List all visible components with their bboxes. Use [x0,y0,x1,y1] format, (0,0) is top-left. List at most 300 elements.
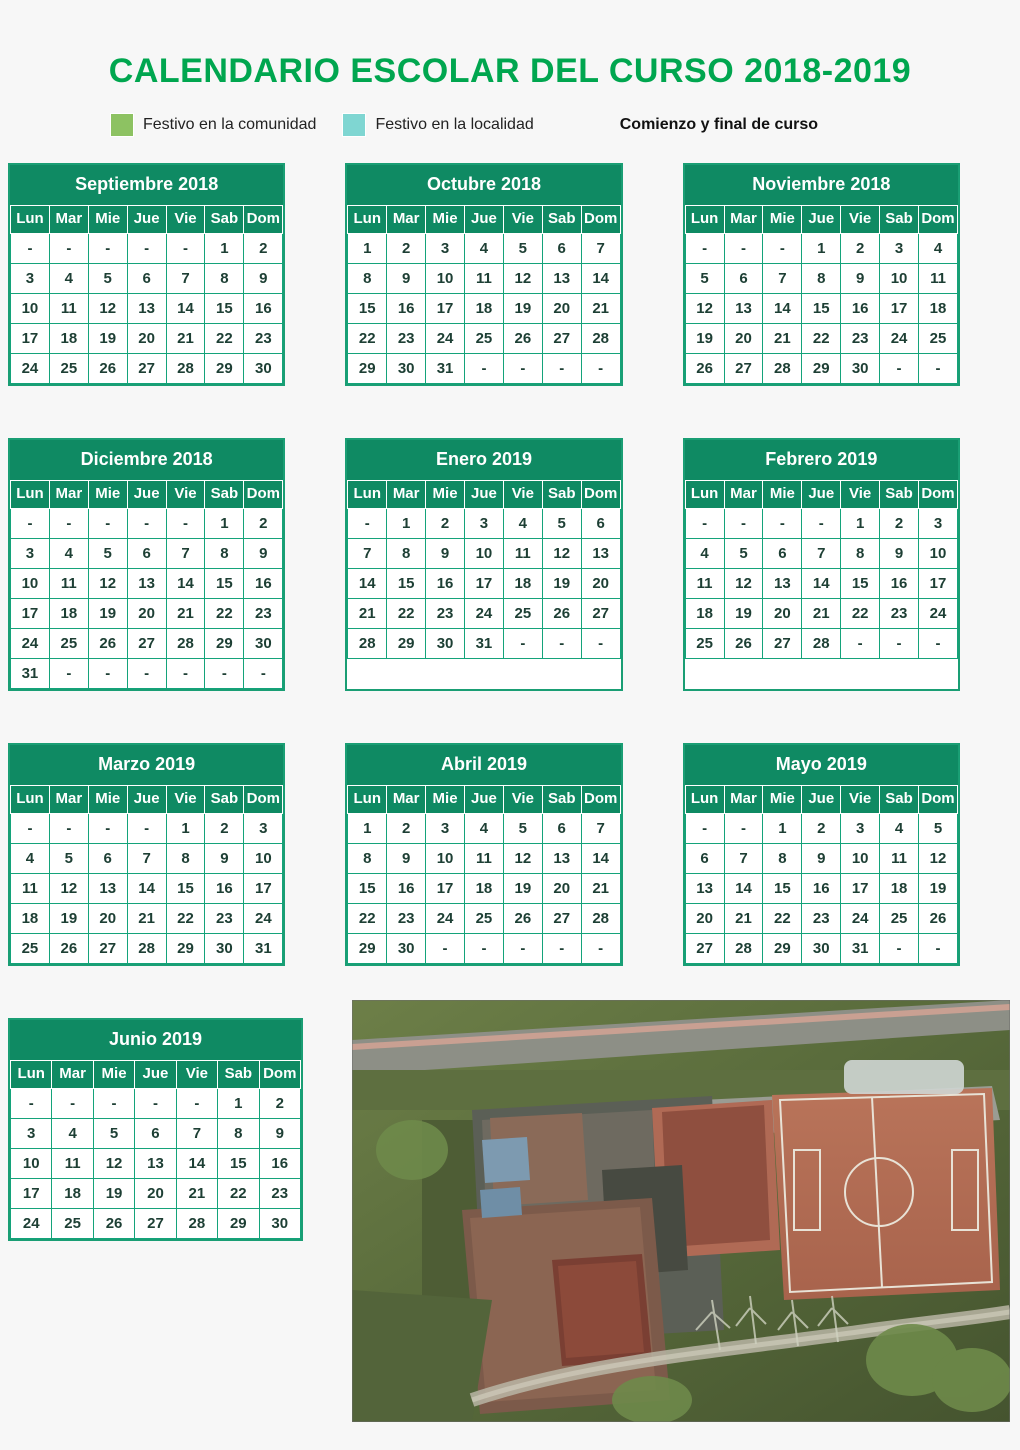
legend-label-community: Festivo en la comunidad [143,116,317,133]
calendar-day-cell: 25 [685,629,724,659]
legend-swatch-community [110,113,134,137]
calendar-day-cell: 3 [11,1119,52,1149]
calendar-day-cell: 28 [724,934,763,964]
calendar-day-cell: 13 [724,294,763,324]
calendar-day-cell: 4 [685,539,724,569]
weekday-header-row [685,481,957,509]
calendar-day-cell: 14 [348,569,387,599]
calendar-day-cell: 11 [503,539,542,569]
calendar-day-cell: 15 [387,569,426,599]
calendar-day-cell: 16 [880,569,919,599]
weekday-header: Vie [841,206,880,234]
calendar-day-cell: 12 [88,294,127,324]
calendar-day-cell: - [919,354,958,384]
calendar-week-row [685,934,957,964]
calendar-day-cell: 6 [127,264,166,294]
calendar-day-cell: 25 [465,324,504,354]
calendar-day-cell: 3 [880,234,919,264]
weekday-header: Jue [127,786,166,814]
calendar-table [685,785,958,964]
calendar-week-row [348,814,620,844]
calendar-day-cell: 22 [166,904,205,934]
calendar-day-cell: 1 [802,234,841,264]
calendar-day-cell: 18 [465,874,504,904]
calendar-day-cell: 20 [581,569,620,599]
weekday-header: Mie [426,206,465,234]
calendar-day-cell: 22 [387,599,426,629]
calendar-day-cell: 17 [244,874,283,904]
calendar-day-cell: 4 [465,234,504,264]
calendar-week-row [11,539,283,569]
weekday-header: Lun [11,481,50,509]
calendar-day-cell: 24 [11,629,50,659]
calendar-day-cell: 27 [127,629,166,659]
calendar-day-cell: 26 [724,629,763,659]
calendar-day-cell: 7 [176,1119,217,1149]
calendar-day-cell: 3 [11,539,50,569]
calendar-day-cell: 11 [465,844,504,874]
calendar-day-cell: 23 [387,324,426,354]
calendar-table [10,480,283,689]
calendar-day-cell: 10 [880,264,919,294]
calendar-day-cell: - [88,659,127,689]
calendar-day-cell: 10 [465,539,504,569]
calendar-day-cell: 7 [348,539,387,569]
calendar-day-cell: 23 [802,904,841,934]
calendar-day-cell: - [127,814,166,844]
calendar-day-cell: 15 [205,294,244,324]
calendar-day-cell: 2 [259,1089,300,1119]
calendar-day-cell: 25 [49,354,88,384]
calendar-day-cell: 17 [919,569,958,599]
calendar-day-cell: 27 [763,629,802,659]
calendar-week-row [685,264,957,294]
calendar-day-cell: 11 [49,569,88,599]
calendar-row [8,438,1020,743]
calendar-day-cell: 14 [166,569,205,599]
weekday-header: Mie [93,1061,134,1089]
calendar-week-row [11,1209,301,1239]
calendar-day-cell: 5 [542,509,581,539]
calendar-day-cell: 12 [93,1149,134,1179]
calendar-day-cell: - [503,354,542,384]
calendar-day-cell: 18 [685,599,724,629]
calendar-day-cell: 30 [387,934,426,964]
weekday-header: Dom [244,481,283,509]
calendar-day-cell: 25 [11,934,50,964]
calendar-day-cell: 14 [166,294,205,324]
calendar-day-cell: - [503,629,542,659]
calendar-day-cell: - [166,509,205,539]
calendar-day-cell: 20 [542,294,581,324]
weekday-header: Lun [348,206,387,234]
calendar-day-cell: 27 [724,354,763,384]
calendar-day-cell: 29 [166,934,205,964]
calendar-day-cell: - [88,814,127,844]
calendar-day-cell: 5 [503,234,542,264]
calendar-day-cell: 6 [724,264,763,294]
calendar-day-cell: 18 [52,1179,93,1209]
calendar-day-cell: 23 [841,324,880,354]
calendar-day-cell: 11 [685,569,724,599]
calendar-day-cell: - [724,234,763,264]
calendar-day-cell: 9 [426,539,465,569]
weekday-header: Sab [880,481,919,509]
calendar-week-row [11,509,283,539]
calendar-day-cell: 18 [49,324,88,354]
calendar-day-cell: 19 [88,599,127,629]
calendar-day-cell: - [127,659,166,689]
calendar-day-cell: 17 [11,1179,52,1209]
calendar-day-cell: 1 [205,234,244,264]
calendar-day-cell: 17 [426,294,465,324]
calendar-day-cell: 10 [11,569,50,599]
weekday-header: Mie [763,481,802,509]
calendar-row [8,163,1020,438]
calendar-week-row [348,509,620,539]
calendar-week-row [685,234,957,264]
weekday-header: Vie [503,206,542,234]
calendar-day-cell: - [880,629,919,659]
calendar-day-cell: 17 [426,874,465,904]
calendar-day-cell: 23 [244,599,283,629]
weekday-header-row [348,786,620,814]
calendar-day-cell: - [205,659,244,689]
weekday-header: Mar [49,206,88,234]
calendar-day-cell: 24 [426,904,465,934]
weekday-header: Mar [387,481,426,509]
calendar-week-row [11,294,283,324]
weekday-header-row [11,206,283,234]
calendar-day-cell: 6 [542,234,581,264]
calendar-day-cell: 3 [919,509,958,539]
calendar-day-cell: 13 [127,569,166,599]
calendar-table [685,205,958,384]
calendar-day-cell: 3 [426,814,465,844]
calendar-month [345,438,622,691]
calendar-day-cell: 6 [127,539,166,569]
weekday-header: Lun [348,481,387,509]
calendar-day-cell: - [581,934,620,964]
calendar-day-cell: 9 [387,264,426,294]
calendar-day-cell: 28 [581,324,620,354]
calendar-day-cell: 18 [465,294,504,324]
calendar-day-cell: 4 [11,844,50,874]
calendar-day-cell: 31 [426,354,465,384]
weekday-header: Sab [880,786,919,814]
calendar-day-cell: 25 [52,1209,93,1239]
calendar-week-row [348,904,620,934]
calendar-day-cell: - [88,509,127,539]
calendar-day-cell: 25 [880,904,919,934]
calendar-week-row [348,934,620,964]
calendar-row [8,743,1020,1018]
calendar-day-cell: - [244,659,283,689]
weekday-header: Lun [685,206,724,234]
calendar-day-cell: - [465,354,504,384]
calendar-month [8,163,285,386]
calendar-day-cell: 10 [426,844,465,874]
calendar-day-cell: 25 [49,629,88,659]
calendar-month-title: Mayo 2019 [685,745,958,785]
calendar-day-cell: 2 [244,234,283,264]
calendar-day-cell: - [348,509,387,539]
calendar-day-cell: 7 [802,539,841,569]
calendar-day-cell: - [88,234,127,264]
calendar-day-cell: 23 [880,599,919,629]
calendar-month-title: Marzo 2019 [10,745,283,785]
calendar-day-cell: - [763,234,802,264]
calendar-week-row [348,354,620,384]
weekday-header-row [685,786,957,814]
legend-swatch-locality [342,113,366,137]
calendar-day-cell: - [685,509,724,539]
calendar-day-cell: 1 [348,234,387,264]
calendar-day-cell: 22 [763,904,802,934]
weekday-header: Jue [802,481,841,509]
calendar-day-cell: 24 [465,599,504,629]
calendar-day-cell: 12 [503,264,542,294]
calendar-day-cell: 12 [919,844,958,874]
weekday-header: Vie [166,206,205,234]
calendar-day-cell: 29 [218,1209,259,1239]
calendar-day-cell: 27 [127,354,166,384]
calendar-day-cell: 6 [763,539,802,569]
calendar-day-cell: - [685,234,724,264]
calendar-day-cell: 22 [205,324,244,354]
calendar-week-row [11,354,283,384]
calendar-day-cell: 13 [542,844,581,874]
weekday-header: Dom [581,206,620,234]
calendar-week-row [685,904,957,934]
calendar-day-cell: - [93,1089,134,1119]
weekday-header: Jue [127,206,166,234]
weekday-header: Jue [465,786,504,814]
calendar-day-cell: - [11,509,50,539]
weekday-header: Sab [542,206,581,234]
calendar-day-cell: 30 [205,934,244,964]
calendar-day-cell: - [52,1089,93,1119]
calendar-day-cell: - [763,509,802,539]
calendar-day-cell: 8 [387,539,426,569]
calendar-month [345,163,622,386]
calendar-day-cell: 8 [218,1119,259,1149]
calendar-table [347,785,620,964]
calendar-week-row [348,539,620,569]
calendar-day-cell: 16 [259,1149,300,1179]
calendar-day-cell: 7 [724,844,763,874]
calendar-day-cell: 10 [426,264,465,294]
calendar-day-cell: 6 [685,844,724,874]
calendar-week-row [348,844,620,874]
calendar-week-row [11,629,283,659]
calendar-day-cell: 11 [52,1149,93,1179]
calendar-day-cell: 30 [259,1209,300,1239]
calendar-day-cell: - [465,934,504,964]
weekday-header: Vie [176,1061,217,1089]
calendar-day-cell: 20 [724,324,763,354]
calendar-day-cell: 28 [348,629,387,659]
calendar-day-cell: 19 [93,1179,134,1209]
calendar-day-cell: 2 [802,814,841,844]
weekday-header: Jue [127,481,166,509]
calendar-day-cell: 23 [259,1179,300,1209]
calendar-day-cell: 7 [763,264,802,294]
calendar-day-cell: 20 [542,874,581,904]
calendar-week-row [11,1179,301,1209]
calendar-day-cell: 18 [503,569,542,599]
weekday-header: Sab [205,206,244,234]
calendar-day-cell: 6 [542,814,581,844]
calendar-day-cell: 21 [166,599,205,629]
calendar-week-row [685,629,957,659]
calendar-day-cell: 16 [387,294,426,324]
calendar-day-cell: 18 [49,599,88,629]
calendar-day-cell: 16 [244,569,283,599]
calendar-month-title: Junio 2019 [10,1020,301,1060]
calendar-week-row [685,874,957,904]
calendar-day-cell: 18 [919,294,958,324]
calendar-day-cell: 7 [581,814,620,844]
calendar-day-cell: 19 [88,324,127,354]
calendar-week-row [348,324,620,354]
calendar-day-cell: 24 [11,1209,52,1239]
calendar-day-cell: 29 [348,354,387,384]
calendar-month [8,438,285,691]
weekday-header: Dom [244,786,283,814]
calendar-day-cell: 22 [802,324,841,354]
calendar-week-row [348,629,620,659]
calendar-week-row [348,599,620,629]
calendar-day-cell: 24 [11,354,50,384]
calendar-day-cell: 19 [542,569,581,599]
calendar-day-cell: - [841,629,880,659]
legend-item-community [110,113,316,137]
weekday-header: Jue [465,481,504,509]
calendar-day-cell: - [49,659,88,689]
calendar-day-cell: - [919,934,958,964]
calendar-day-cell: 2 [205,814,244,844]
calendar-day-cell: 25 [503,599,542,629]
calendar-day-cell: - [127,234,166,264]
legend-note: Comienzo y final de curso [619,116,819,133]
calendar-month-title: Febrero 2019 [685,440,958,480]
calendar-day-cell: 5 [685,264,724,294]
calendar-day-cell: 10 [11,1149,52,1179]
calendar-day-cell: 16 [387,874,426,904]
calendar-table [10,1060,301,1239]
calendar-day-cell: 1 [763,814,802,844]
calendar-day-cell: 20 [88,904,127,934]
calendar-day-cell: 9 [244,539,283,569]
calendar-day-cell: 26 [685,354,724,384]
calendar-day-cell: 8 [841,539,880,569]
weekday-header: Mar [724,481,763,509]
calendar-table [347,480,620,659]
calendar-day-cell: 9 [259,1119,300,1149]
calendar-day-cell: 2 [880,509,919,539]
calendar-day-cell: 29 [763,934,802,964]
calendar-day-cell: 20 [127,324,166,354]
calendar-day-cell: 29 [205,629,244,659]
calendar-day-cell: 15 [802,294,841,324]
calendar-week-row [348,264,620,294]
calendar-week-row [685,324,957,354]
weekday-header: Dom [581,786,620,814]
calendar-day-cell: 26 [49,934,88,964]
calendar-day-cell: 16 [841,294,880,324]
legend-label-locality: Festivo en la localidad [375,116,534,133]
calendar-day-cell: 7 [127,844,166,874]
calendar-day-cell: 25 [919,324,958,354]
calendar-week-row [348,569,620,599]
calendar-week-row [11,844,283,874]
calendar-day-cell: 12 [685,294,724,324]
calendar-day-cell: 3 [426,234,465,264]
calendar-day-cell: 4 [465,814,504,844]
calendar-day-cell: - [880,934,919,964]
calendar-table [347,205,620,384]
calendar-day-cell: 24 [919,599,958,629]
calendar-day-cell: 8 [166,844,205,874]
calendar-day-cell: 8 [205,264,244,294]
weekday-header: Vie [841,481,880,509]
weekday-header: Vie [166,481,205,509]
weekday-header: Lun [348,786,387,814]
calendar-day-cell: 27 [88,934,127,964]
calendar-day-cell: 28 [166,354,205,384]
weekday-header: Sab [880,206,919,234]
calendar-day-cell: - [166,659,205,689]
calendar-day-cell: 26 [93,1209,134,1239]
calendar-day-cell: 1 [348,814,387,844]
calendar-week-row [685,569,957,599]
calendar-day-cell: 21 [166,324,205,354]
calendar-day-cell: - [802,509,841,539]
calendar-day-cell: 15 [841,569,880,599]
calendar-day-cell: 31 [465,629,504,659]
calendar-week-row [685,294,957,324]
calendar-week-row [685,539,957,569]
calendar-day-cell: 9 [880,539,919,569]
calendar-day-cell: - [542,629,581,659]
weekday-header: Mar [724,786,763,814]
calendar-day-cell: 27 [542,904,581,934]
weekday-header: Mar [387,206,426,234]
calendar-day-cell: 27 [542,324,581,354]
weekday-header: Lun [685,481,724,509]
calendar-day-cell: 15 [205,569,244,599]
calendar-day-cell: 16 [802,874,841,904]
calendar-day-cell: 10 [841,844,880,874]
calendar-day-cell: 12 [49,874,88,904]
weekday-header: Dom [919,481,958,509]
calendar-week-row [348,874,620,904]
calendar-day-cell: - [166,234,205,264]
calendar-day-cell: 20 [135,1179,176,1209]
calendar-day-cell: 12 [724,569,763,599]
calendar-day-cell: 19 [919,874,958,904]
calendar-day-cell: 24 [841,904,880,934]
calendar-day-cell: - [49,814,88,844]
weekday-header: Mar [49,786,88,814]
calendar-day-cell: - [542,354,581,384]
calendar-day-cell: 5 [724,539,763,569]
calendar-table [10,785,283,964]
calendar-day-cell: 7 [166,264,205,294]
calendar-day-cell: 27 [135,1209,176,1239]
calendar-table [685,480,958,659]
